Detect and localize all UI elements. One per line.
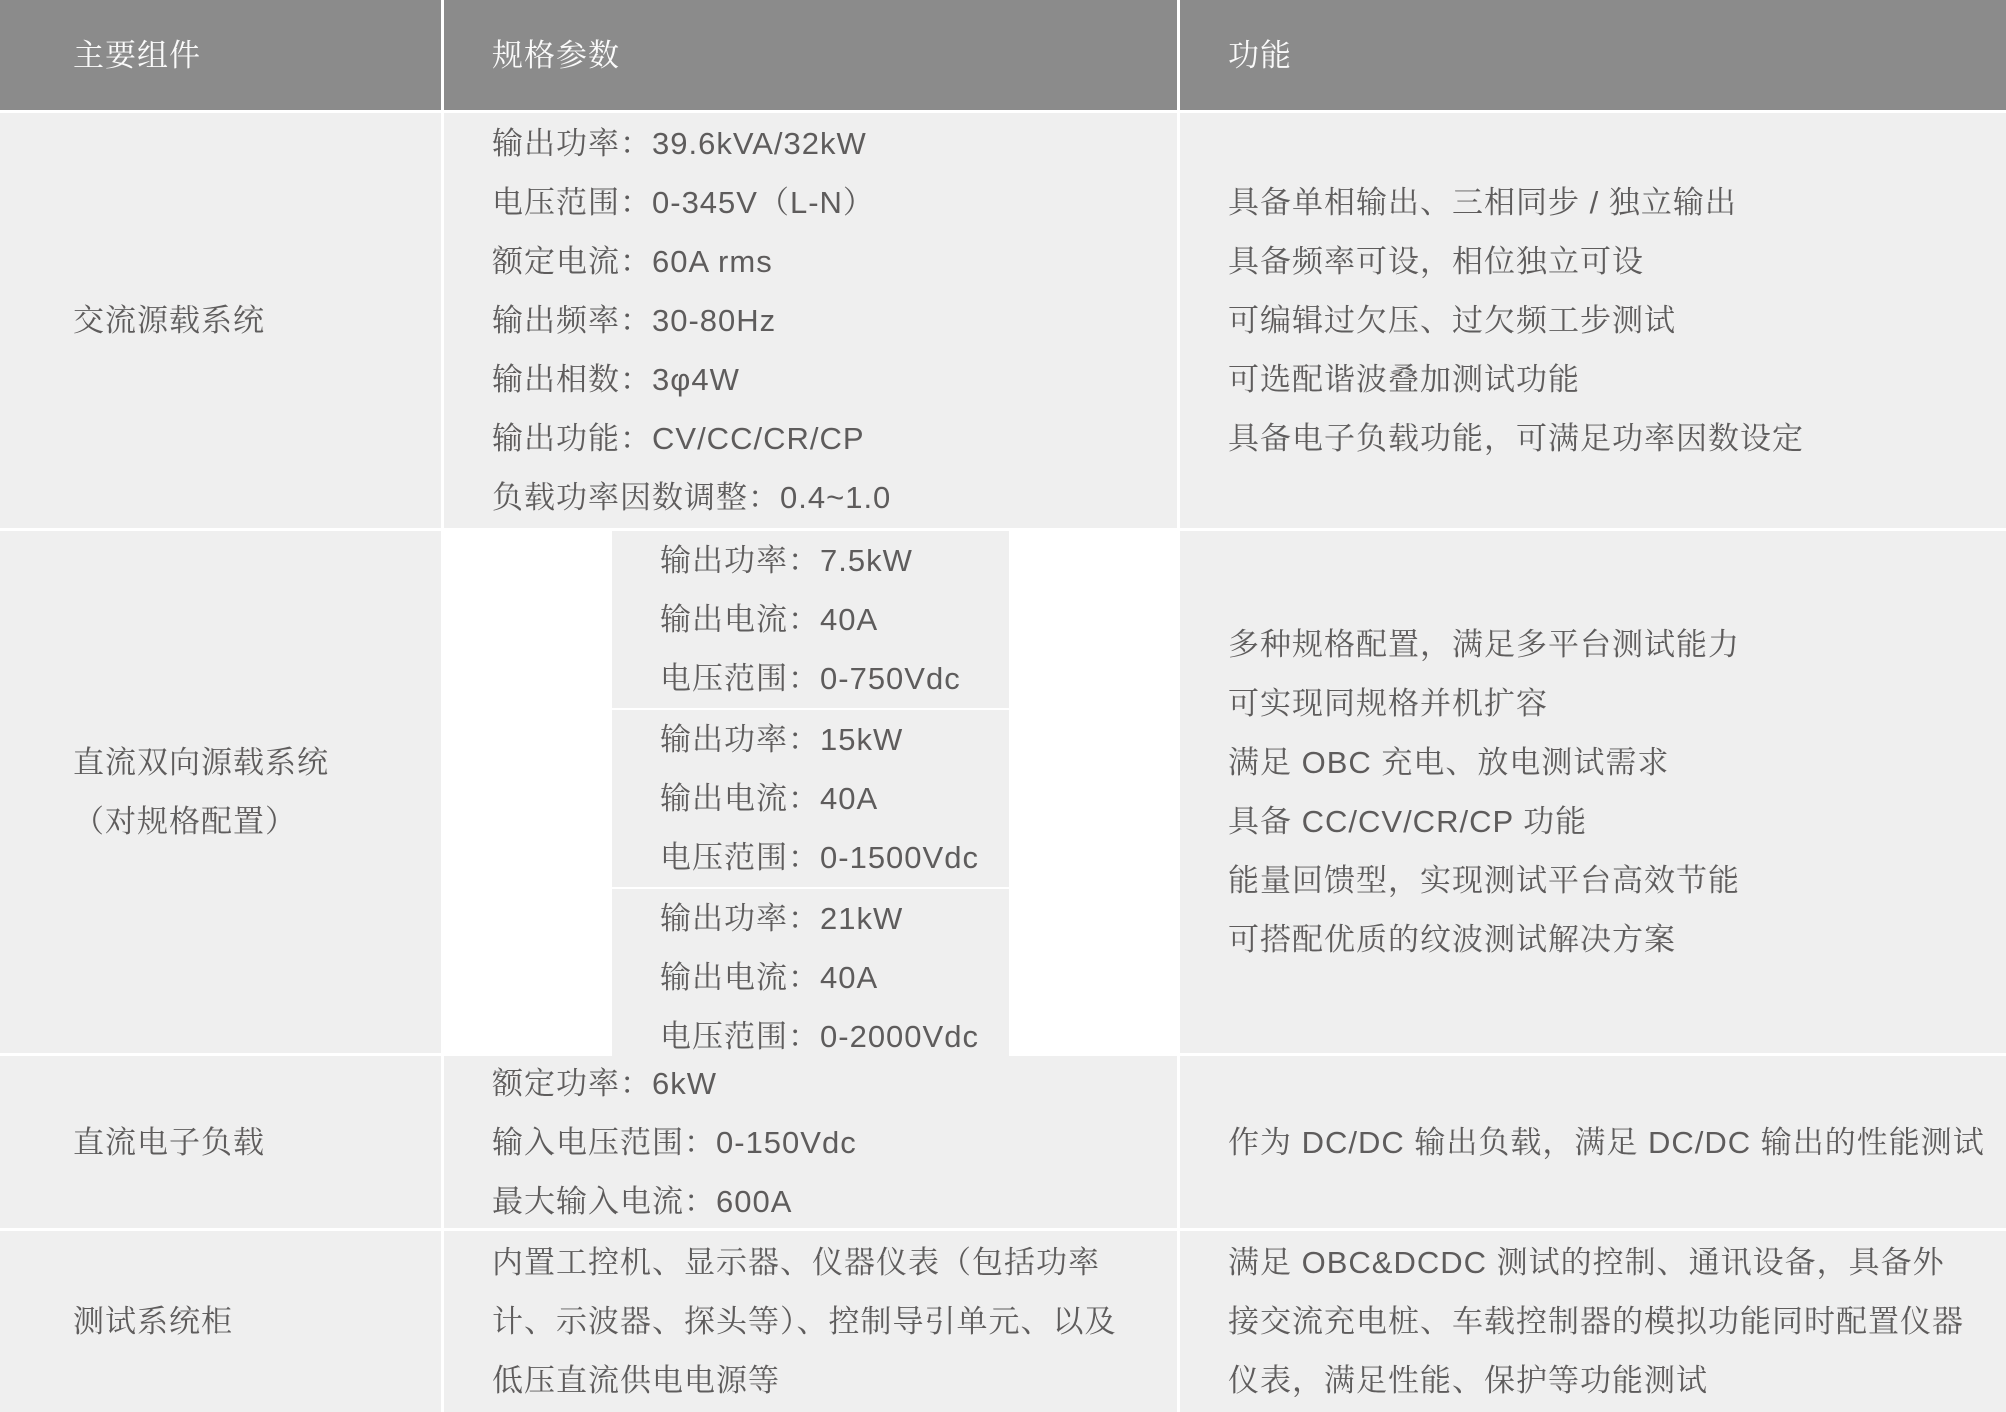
component-label: 直流双向源载系统 xyxy=(73,745,329,780)
spec-line: 输出电流：40A xyxy=(660,960,879,995)
spec-line: 输出电流：40A xyxy=(660,781,879,816)
spec-line: 电压范围：0-750Vdc xyxy=(660,661,961,696)
spec-line: 电压范围：0-345V（L-N） xyxy=(492,185,875,220)
functions-dc-electronic-load xyxy=(1180,1056,2006,1228)
spec-group-7-5kw xyxy=(612,531,1009,708)
spec-group-15kw xyxy=(612,710,1009,887)
function-line: 能量回馈型，实现测试平台高效节能 xyxy=(1228,863,1740,898)
spec-line: 电压范围：0-1500Vdc xyxy=(660,840,979,875)
spec-line: 输出频率：30-80Hz xyxy=(492,303,777,338)
column-header-specs xyxy=(444,0,1177,110)
spec-group-21kw xyxy=(612,889,1009,1066)
functions-test-system-cabinet xyxy=(1180,1231,2006,1412)
function-line: 具备电子负载功能，可满足功率因数设定 xyxy=(1228,421,1804,456)
spec-line: 输出功率：15kW xyxy=(660,722,904,757)
function-line: 作为 DC/DC 输出负载，满足 DC/DC 输出的性能测试 xyxy=(1228,1124,1985,1160)
function-line: 具备频率可设，相位独立可设 xyxy=(1228,244,1644,279)
function-line: 可搭配优质的纹波测试解决方案 xyxy=(1228,922,1676,957)
component-label: 直流电子负载 xyxy=(73,1124,265,1160)
specs-ac-source-load-system xyxy=(444,113,1177,528)
function-line: 具备 CC/CV/CR/CP 功能 xyxy=(1228,804,1588,839)
column-header-components-label: 主要组件 xyxy=(73,37,201,73)
column-header-specs-label: 规格参数 xyxy=(492,37,620,73)
spec-line: 输入电压范围：0-150Vdc xyxy=(492,1124,857,1160)
function-line: 多种规格配置，满足多平台测试能力 xyxy=(1228,627,1740,662)
spec-line: 输出电流：40A xyxy=(660,602,879,637)
specs-dc-bidirectional-source-load-system xyxy=(444,531,1177,1053)
component-label-note: （对规格配置） xyxy=(73,804,297,839)
spec-line: 电压范围：0-2000Vdc xyxy=(660,1019,979,1054)
function-line: 可编辑过欠压、过欠频工步测试 xyxy=(1228,303,1676,338)
column-header-functions xyxy=(1180,0,2006,110)
component-test-system-cabinet xyxy=(0,1231,441,1412)
specs-dc-electronic-load xyxy=(444,1056,1177,1228)
functions-ac-source-load-system xyxy=(1180,113,2006,528)
specs-test-system-cabinet xyxy=(444,1231,1177,1412)
spec-paragraph: 内置工控机、显示器、仪器仪表（包括功率计、示波器、探头等）、控制导引单元、以及低压直流供电电源等 xyxy=(492,1245,1117,1398)
component-dc-electronic-load xyxy=(0,1056,441,1228)
spec-line: 输出相数：3φ4W xyxy=(492,362,740,397)
spec-line: 额定功率：6kW xyxy=(492,1065,717,1101)
component-ac-source-load-system xyxy=(0,113,441,528)
spec-line: 输出功率：7.5kW xyxy=(660,543,913,578)
function-paragraph: 满足 OBC&DCDC 测试的控制、通讯设备，具备外接交流充电桩、车载控制器的模拟功能同时配置仪器仪表，满足性能、保护等功能测试 xyxy=(1228,1245,1964,1398)
component-label: 交流源载系统 xyxy=(73,303,265,338)
spec-line: 额定电流：60A rms xyxy=(492,244,773,279)
component-label: 测试系统柜 xyxy=(73,1304,233,1339)
column-header-components xyxy=(0,0,441,110)
function-line: 可选配谐波叠加测试功能 xyxy=(1228,362,1580,397)
spec-line: 输出功能：CV/CC/CR/CP xyxy=(492,421,865,456)
column-header-functions-label: 功能 xyxy=(1228,37,1292,73)
spec-line: 输出功率：21kW xyxy=(660,901,904,936)
function-line: 满足 OBC 充电、放电测试需求 xyxy=(1228,745,1670,780)
functions-dc-bidirectional-source-load-system xyxy=(1180,531,2006,1053)
function-line: 具备单相输出、三相同步 / 独立输出 xyxy=(1228,185,1737,220)
spec-line: 输出功率：39.6kVA/32kW xyxy=(492,126,867,161)
spec-line: 负载功率因数调整：0.4~1.0 xyxy=(492,480,892,515)
component-dc-bidirectional-source-load-system xyxy=(0,531,441,1053)
spec-line: 最大输入电流：600A xyxy=(492,1183,793,1219)
function-line: 可实现同规格并机扩容 xyxy=(1228,686,1548,721)
